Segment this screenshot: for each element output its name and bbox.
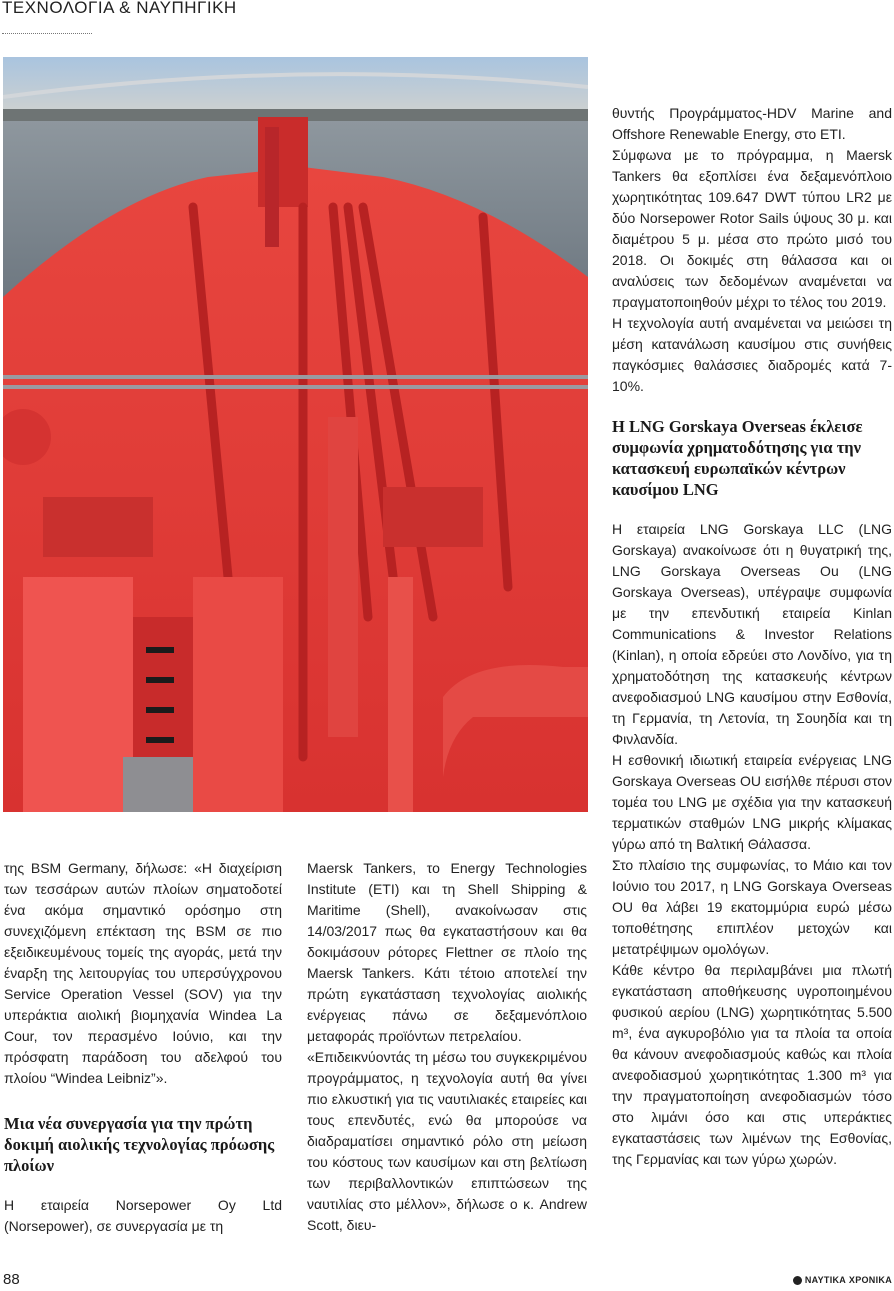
column-2 bbox=[307, 858, 587, 1236]
publication-logo-icon bbox=[793, 1276, 802, 1285]
column-1-paragraph: Η εταιρεία Norsepower Oy Ltd (Norsepower), σε συνεργασία με τη bbox=[4, 1197, 282, 1234]
column-3-paragraph: Σύμφωνα με το πρόγραμμα, η Maersk Tankers θα εξοπλίσει ένα δεξαμενόπλοιο χωρητικότητας 109.647 DWT τύπου LR2 με δύο Norsepower Rotor Sails ύψους 30 μ. και διαμέτρου 5 μ. μέσα στο πρώτο μισό του 2018. Οι δοκιμές στη θάλασσα και οι αναλύσεις των δεδομένων αναμένεται να πραγματοποιηθούν μέχρι το τέλος του 2019. bbox=[612, 147, 892, 310]
column-3-paragraph: θυντής Προγράμματος-HDV Marine and Offshore Renewable Energy, στο ETI. bbox=[612, 105, 892, 142]
column-3-paragraph: Στο πλαίσιο της συμφωνίας, το Μάιο και τον Ιούνιο του 2017, η LNG Gorskaya Overseas OU θα λάβει 19 εκατομμύρια ευρώ μέσω τοποθέτησης επιπλέον μετοχών και μετατρέψιμων ομολόγων. bbox=[612, 857, 892, 957]
column-3-paragraph: Η τεχνολογία αυτή αναμένεται να μειώσει τη μέση κατανάλωση καυσίμου στις συνήθεις παγκόσμιες θαλάσσιες διαδρομές κατά 7-10%. bbox=[612, 315, 892, 394]
page-number: 88 bbox=[3, 1271, 20, 1288]
publication-footer bbox=[793, 1275, 892, 1285]
section-divider bbox=[2, 33, 92, 34]
column-3-subheading: Η LNG Gorskaya Overseas έκλεισε συμφωνία χρηματοδότησης για την κατασκευή ευρωπαϊκών κέντρων καυσίμου LNG bbox=[612, 417, 863, 499]
column-2-paragraph: Maersk Tankers, το Energy Technologies Institute (ETI) και τη Shell Shipping & Maritime (Shell), ανακοίνωσαν στις 14/03/2017 πως θα εγκαταστήσουν και θα δοκιμάσουν ρότορες Flettner σε πλοίο της Maersk Tankers. Κάτι τέτοιο αποτελεί την πρώτη εγκατάσταση τεχνολογίας αιολικής ενέργειας πάνω σε δεξαμενόπλοιο μεταφοράς προϊόντων πετρελαίου. bbox=[307, 860, 587, 1044]
column-1-paragraph: της BSM Germany, δήλωσε: «Η διαχείριση των τεσσάρων αυτών πλοίων σηματοδοτεί ένα ακόμα σημαντικό ορόσημο στη συνεχιζόμενη επέκταση της BSM σε πιο εξειδικευμένους τομείς της αγοράς, μετά την έναρξη της λειτουργίας του υπερσύγχρονου Service Operation Vessel (SOV) για την υπεράκτια αιολική βιομηχανία Windea La Cour, τον περασμένο Ιούνιο, και την πρόσφατη παράδοση του αδελφού του πλοίου “Windea Leibniz”». bbox=[4, 860, 282, 1086]
column-3 bbox=[612, 103, 892, 1170]
column-3-paragraph: Η εταιρεία LNG Gorskaya LLC (LNG Gorskaya) ανακοίνωσε ότι η θυγατρική της, LNG Gorskaya Overseas Ou (LNG Gorskaya Overseas), υπέγραψε συμφωνία με την επενδυτική εταιρεία Kinlan Communications & Investor Relations (Kinlan), η οποία εδρεύει στο Λονδίνο, για τη χρηματοδότηση της κατασκευής κέντρων ανεφοδιασμού LNG καυσίμου στην Εσθονία, τη Γερμανία, τη Λετονία, τη Σουηδία και τη Φινλανδία. bbox=[612, 521, 892, 747]
column-3-paragraph: Η εσθονική ιδιωτική εταιρεία ενέργειας LNG Gorskaya Overseas OU εισήλθε πέρυσι στον τομέα του LNG με σχέδια για την κατασκευή τερματικών σταθμών LNG μικρής κλίμακας γύρω από τη Βαλτική Θάλασσα. bbox=[612, 752, 892, 852]
tanker-deck-photo bbox=[3, 57, 588, 812]
column-3-paragraph: Κάθε κέντρο θα περιλαμβάνει μια πλωτή εγκατάσταση αποθήκευσης υγροποιημένου φυσικού αερίου (LNG) χωρητικότητας 5.500 m³, ένα αγκυροβόλιο για τα πλοία τα οποία θα κάνουν ανεφοδιασμούς καθώς και πλοία ανεφοδιασμού χωρητικότητας 1.300 m³ για την πραγματοποίηση ανεφοδιασμών τόσο στο λιμάνι όσο και στις υπεράκτιες εγκαταστάσεις των λιμένων της Εσθονίας, της Γερμανίας και των γύρω χωρών. bbox=[612, 962, 892, 1167]
section-label: ΤΕΧΝΟΛΟΓΙΑ & ΝΑΥΠΗΓΙΚΗ bbox=[2, 0, 237, 17]
publication-name: ΝΑΥΤΙΚΑ ΧΡΟΝΙΚΑ bbox=[804, 1275, 892, 1285]
column-1 bbox=[4, 858, 282, 1237]
column-2-paragraph: «Επιδεικνύοντάς τη μέσω του συγκεκριμένου προγράμματος, η τεχνολογία αυτή θα γίνει πιο ελκυστική για τις ναυτιλιακές εταιρείες και τους επενδυτές, ενώ θα μπορούσε να διαδραματίσει σημαντικό ρόλο στη μείωση του κόστους των καυσίμων και στη βελτίωση των περιβαλλοντικών επιπτώσεων της ναυτιλίας στο μέλλον», δήλωσε ο κ. Andrew Scott, διευ- bbox=[307, 1049, 587, 1233]
column-1-subheading: Μια νέα συνεργασία για την πρώτη δοκιμή αιολικής τεχνολογίας πρόωσης πλοίων bbox=[4, 1114, 275, 1175]
